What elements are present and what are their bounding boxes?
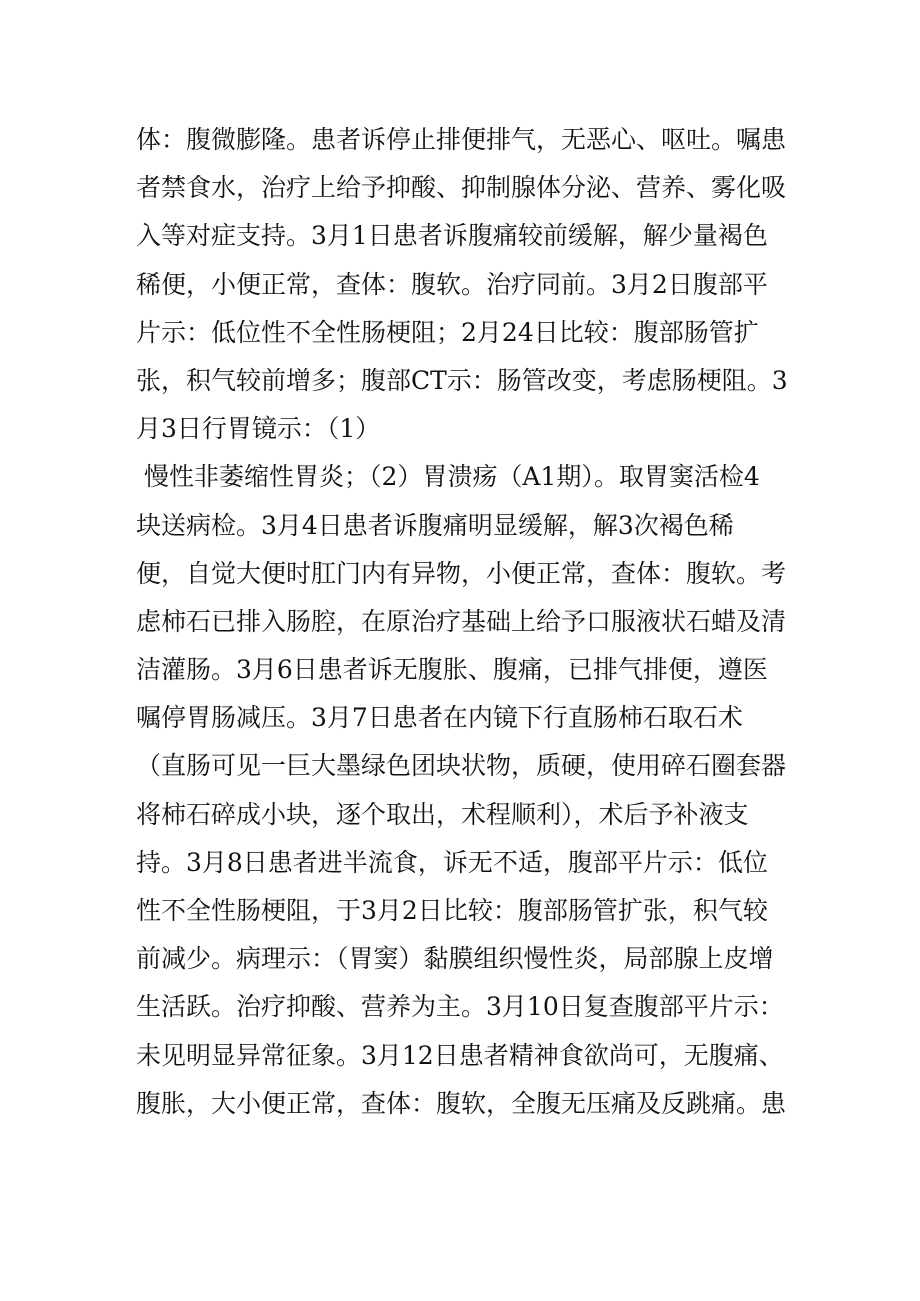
text-line: 慢性非萎缩性胃炎；（2）胃溃疡（A1期）。取胃窦活检4 [136,462,760,492]
body-text [136,116,786,1128]
text-line: 便，自觉大便时肛门内有异物，小便正常，查体：腹软。考 [136,558,787,588]
text-line: 将柿石碎成小块，逐个取出，术程顺利），术后予补液支 [136,799,749,829]
text-line: 入等对症支持。3月1日患者诉腹痛较前缓解，解少量褐色 [136,221,768,251]
text-line: 性不全性肠梗阻，于3月2日比较：腹部肠管扩张，积气较 [136,896,768,925]
text-line: 月3日行胃镜示：（1） [136,414,381,444]
text-line: 者禁食水，治疗上给予抑酸、抑制腺体分泌、营养、雾化吸 [136,173,787,203]
text-line: 嘱停胃肠减压。3月7日患者在内镜下行直肠柿石取石术 [136,703,743,733]
text-line: 洁灌肠。3月6日患者诉无腹胀、腹痛，已排气排便，遵医 [136,655,768,685]
text-line: 前减少。病理示：（胃窦）黏膜组织慢性炎，局部腺上皮增 [136,944,774,974]
text-line: 稀便，小便正常，查体：腹软。治疗同前。3月2日腹部平 [136,269,768,299]
text-line: 片示：低位性不全性肠梗阻；2月24日比较：腹部肠管扩 [136,317,759,347]
text-line: 持。3月8日患者进半流食，诉无不适，腹部平片示：低位 [136,847,768,877]
text-line: 块送病检。3月4日患者诉腹痛明显缓解，解3次褐色稀 [136,510,734,540]
text-line: 生活跃。治疗抑酸、营养为主。3月10日复查腹部平片示： [136,992,784,1022]
text-line: 虑柿石已排入肠腔，在原治疗基础上给予口服液状石蜡及清 [136,606,787,636]
text-line: 张，积气较前增多；腹部CT示：肠管改变，考虑肠梗阻。3 [136,365,788,395]
text-line: （直肠可见一巨大墨绿色团块状物，质硬，使用碎石圈套器 [136,751,787,781]
text-line: 腹胀，大小便正常，查体：腹软，全腹无压痛及反跳痛。患 [136,1088,787,1118]
text-line: 体：腹微膨隆。患者诉停止排便排气，无恶心、呕吐。嘱患 [136,125,787,154]
text-line: 未见明显异常征象。3月12日患者精神食欲尚可，无腹痛、 [136,1040,784,1070]
